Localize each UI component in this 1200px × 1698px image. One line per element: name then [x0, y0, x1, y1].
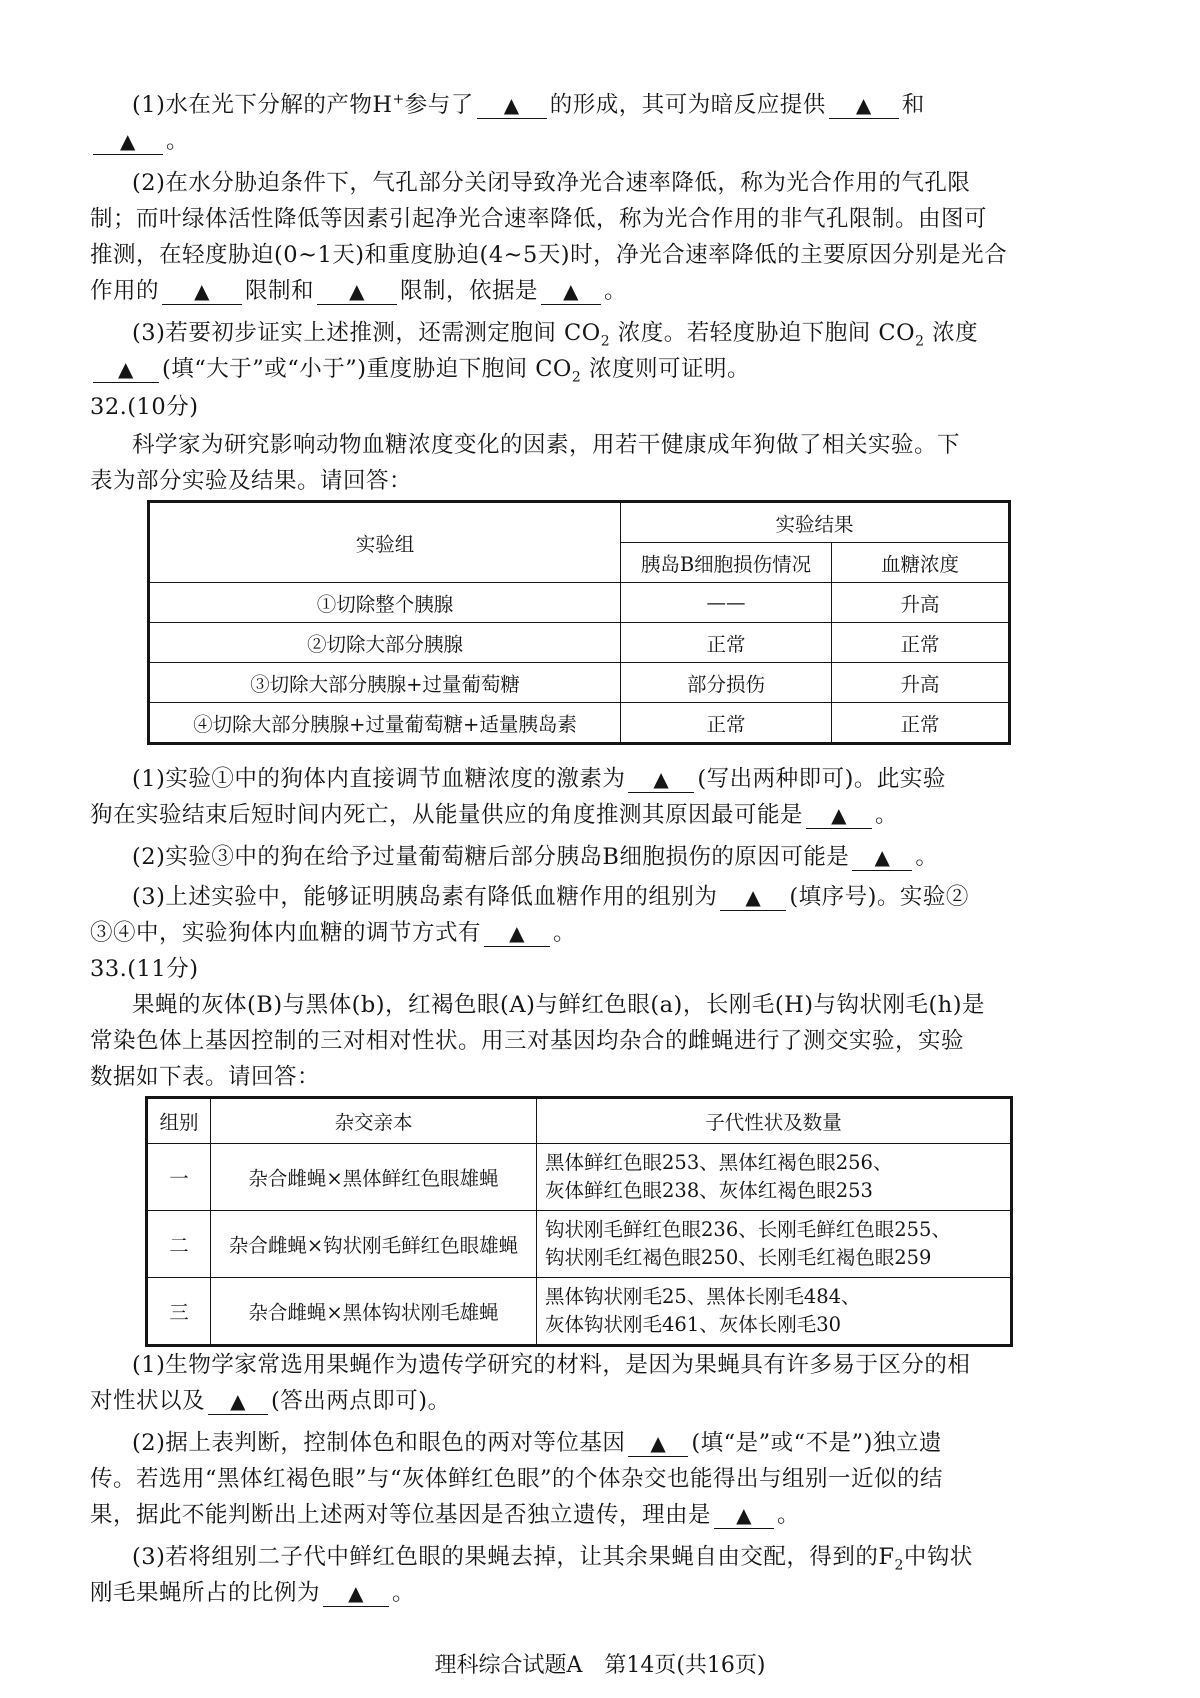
q31-part1-line2	[90, 124, 1120, 158]
cell-group: ④切除大部分胰腺+过量葡萄糖+适量胰岛素	[149, 703, 621, 744]
q33-intro-line2: 常染色体上基因控制的三对相对性状。用三对基因均杂合的雌蝇进行了测交实验，实验	[90, 1028, 965, 1054]
q33-part3-line1	[132, 1540, 1120, 1574]
text: (2)实验③中的狗在给予过量葡萄糖后部分胰岛B细胞损伤的原因可能是	[132, 844, 850, 870]
offspring-line: 灰体钩状刚毛461、灰体长刚毛30	[545, 1313, 842, 1336]
q32-part1-line1	[132, 762, 1120, 796]
text: 。	[553, 920, 577, 946]
text: 。	[915, 844, 939, 870]
text: 。	[166, 128, 190, 154]
text: (1)水在光下分解的产物H	[132, 92, 393, 118]
q32-heading: 32.(10分)	[90, 394, 199, 420]
text: 的形成，其可为暗反应提供	[549, 92, 826, 118]
q33-part2-line3	[90, 1498, 1120, 1532]
text: 。	[392, 1580, 416, 1606]
cell-parents: 杂合雌蝇×黑体钩状刚毛雄蝇	[211, 1278, 537, 1346]
subscript: 2	[600, 333, 611, 350]
cell-glucose: 升高	[832, 663, 1010, 703]
table-row	[147, 1144, 1012, 1211]
text: (填“大于”或“小于”)重度胁迫下胞间 CO	[162, 356, 572, 382]
q32-part3-line2	[90, 916, 1120, 950]
text: 中钩状	[903, 1544, 973, 1570]
table-row	[149, 663, 1010, 703]
cell-offspring	[537, 1144, 1012, 1211]
text: (1)实验①中的狗体内直接调节血糖浓度的激素为	[132, 766, 626, 792]
text: 。	[604, 278, 628, 304]
q32-part2	[132, 840, 1120, 874]
q31-part3-line1	[132, 316, 1120, 350]
q31-part2-line2: 制；而叶绿体活性降低等因素引起净光合速率降低，称为光合作用的非气孔限制。由图可	[90, 206, 988, 232]
cell-parents: 杂合雌蝇×黑体鲜红色眼雄蝇	[211, 1144, 537, 1211]
cell-glucose: 正常	[832, 623, 1010, 663]
answer-blank[interactable]: ▲	[829, 92, 899, 119]
table-row	[147, 1211, 1012, 1278]
cell-group: 三	[147, 1278, 211, 1346]
cell-glucose: 正常	[832, 703, 1010, 744]
answer-blank[interactable]: ▲	[806, 802, 872, 829]
q33-intro-line1: 果蝇的灰体(B)与黑体(b)，红褐色眼(A)与鲜红色眼(a)，长刚毛(H)与钩状刚毛(h)是	[132, 992, 986, 1018]
offspring-line: 黑体钩状刚毛25、黑体长刚毛484、	[545, 1285, 861, 1308]
answer-blank[interactable]: ▲	[541, 278, 601, 305]
superscript: +	[392, 91, 405, 108]
cell-group: 一	[147, 1144, 211, 1211]
text: 浓度。若轻度胁迫下胞间 CO	[610, 320, 916, 346]
answer-blank[interactable]: ▲	[477, 92, 547, 119]
cell-group: ②切除大部分胰腺	[149, 623, 621, 663]
page-footer: 理科综合试题A 第14页(共16页)	[434, 1653, 766, 1678]
text: (填序号)。实验②	[789, 884, 969, 910]
text: 和	[901, 92, 925, 118]
q33-intro-line3: 数据如下表。请回答：	[90, 1064, 321, 1090]
text: 刚毛果蝇所占的比例为	[90, 1580, 321, 1606]
text: (填“是”或“不是”)独立遗	[691, 1430, 942, 1456]
text: (2)据上表判断，控制体色和眼色的两对等位基因	[132, 1430, 626, 1456]
subscript: 2	[915, 333, 925, 350]
q32-intro-line1: 科学家为研究影响动物血糖浓度变化的因素，用若干健康成年狗做了相关实验。下	[132, 432, 961, 458]
cell-b-cell: 正常	[621, 703, 832, 744]
cell-parents: 杂合雌蝇×钩状刚毛鲜红色眼雄蝇	[211, 1211, 537, 1278]
cell-offspring	[537, 1211, 1012, 1278]
answer-blank[interactable]: ▲	[323, 1580, 389, 1607]
answer-blank[interactable]: ▲	[162, 278, 242, 305]
cell-group: 二	[147, 1211, 211, 1278]
q31-part2-line4	[90, 274, 1120, 308]
text: 限制，依据是	[400, 278, 539, 304]
answer-blank[interactable]: ▲	[93, 356, 159, 383]
q33-part2-line1	[132, 1426, 1120, 1460]
answer-blank[interactable]: ▲	[852, 844, 912, 871]
q31-part3-line2	[90, 352, 1120, 386]
subscript: 2	[894, 1557, 904, 1574]
cell-offspring	[537, 1278, 1012, 1346]
q32-results-table	[147, 500, 1011, 745]
table-row	[147, 1278, 1012, 1346]
answer-blank[interactable]: ▲	[628, 766, 694, 793]
subscript: 2	[571, 369, 582, 386]
text: (答出两点即可)。	[271, 1388, 451, 1414]
text: (写出两种即可)。此实验	[697, 766, 946, 792]
answer-blank[interactable]: ▲	[628, 1430, 688, 1457]
answer-blank[interactable]: ▲	[484, 920, 550, 947]
q32-part3-line1	[132, 880, 1120, 914]
text: 浓度	[924, 320, 979, 346]
q32-intro-line2: 表为部分实验及结果。请回答：	[90, 468, 413, 494]
cell-glucose: 升高	[832, 583, 1010, 623]
q33-part3-line2	[90, 1576, 1120, 1610]
q31-part2-line1: (2)在水分胁迫条件下，气孔部分关闭导致净光合速率降低，称为光合作用的气孔限	[132, 170, 971, 196]
table-row	[149, 583, 1010, 623]
offspring-line: 黑体鲜红色眼253、黑体红褐色眼256、	[545, 1151, 893, 1174]
col-header-parents: 杂交亲本	[211, 1098, 537, 1144]
col-header-offspring: 子代性状及数量	[537, 1098, 1012, 1144]
cell-b-cell: 正常	[621, 623, 832, 663]
cell-b-cell: ——	[621, 583, 832, 623]
text: 参与了	[404, 92, 474, 118]
text: 限制和	[245, 278, 315, 304]
text: 对性状以及	[90, 1388, 206, 1414]
offspring-line: 钩状刚毛红褐色眼250、长刚毛红褐色眼259	[545, 1246, 932, 1269]
q32-part1-line2	[90, 798, 1120, 832]
text: 作用的	[90, 278, 160, 304]
col-header-results: 实验结果	[621, 502, 1010, 543]
q33-part1-line2	[90, 1384, 1120, 1418]
q31-part1-line1	[132, 88, 1120, 122]
offspring-line: 灰体鲜红色眼238、灰体红褐色眼253	[545, 1179, 873, 1202]
text: 。	[777, 1502, 801, 1528]
text: ③④中，实验狗体内血糖的调节方式有	[90, 920, 482, 946]
answer-blank[interactable]: ▲	[720, 884, 786, 911]
q33-cross-table	[145, 1096, 1013, 1347]
answer-blank[interactable]: ▲	[208, 1388, 268, 1415]
text: (3)若将组别二子代中鲜红色眼的果蝇去掉，让其余果蝇自由交配，得到的F	[132, 1544, 895, 1570]
q31-part2-line3: 推测，在轻度胁迫(0~1天)和重度胁迫(4~5天)时，净光合速率降低的主要原因分别是光合	[90, 242, 1008, 268]
col-header-glucose: 血糖浓度	[832, 543, 1010, 583]
text: (3)若要初步证实上述推测，还需测定胞间 CO	[132, 320, 601, 346]
cell-group: ③切除大部分胰腺+过量葡萄糖	[149, 663, 621, 703]
text: 果，据此不能判断出上述两对等位基因是否独立遗传，理由是	[90, 1502, 712, 1528]
q33-heading: 33.(11分)	[90, 956, 199, 982]
text: 狗在实验结束后短时间内死亡，从能量供应的角度推测其原因最可能是	[90, 802, 804, 828]
answer-blank[interactable]: ▲	[317, 278, 397, 305]
col-header-b-cell: 胰岛B细胞损伤情况	[621, 543, 832, 583]
text: (3)上述实验中，能够证明胰岛素有降低血糖作用的组别为	[132, 884, 718, 910]
text: 。	[875, 802, 899, 828]
answer-blank[interactable]: ▲	[714, 1502, 774, 1529]
q33-part1-line1: (1)生物学家常选用果蝇作为遗传学研究的材料，是因为果蝇具有许多易于区分的相	[132, 1352, 971, 1378]
cell-b-cell: 部分损伤	[621, 663, 832, 703]
table-row	[149, 623, 1010, 663]
answer-blank[interactable]: ▲	[93, 128, 163, 155]
text: 浓度则可证明。	[581, 356, 750, 382]
col-header-group: 组别	[147, 1098, 211, 1144]
offspring-line: 钩状刚毛鲜红色眼236、长刚毛鲜红色眼255、	[545, 1218, 951, 1241]
col-header-group: 实验组	[149, 502, 621, 583]
q33-part2-line2: 传。若选用“黑体红褐色眼”与“灰体鲜红色眼”的个体杂交也能得出与组别一近似的结	[90, 1466, 944, 1492]
cell-group: ①切除整个胰腺	[149, 583, 621, 623]
table-row	[149, 703, 1010, 744]
